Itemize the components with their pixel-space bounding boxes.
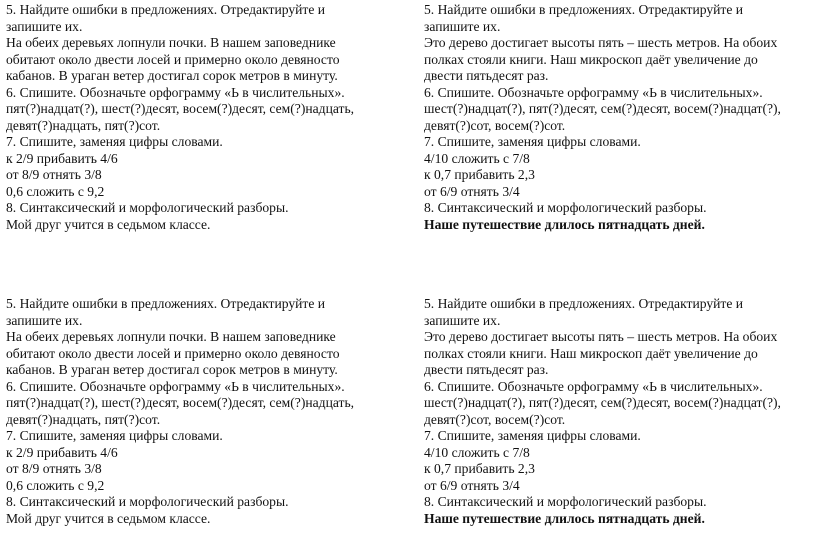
task-card-variant-1-top (6, 2, 354, 233)
task-6-text: девят(?)сот, восем(?)сот. (424, 411, 566, 427)
task-8-heading: 8. Синтаксический и морфологический разборы. (424, 494, 707, 509)
task-5-heading-cont: запишите их. (6, 312, 83, 328)
task-5-text: Это дерево достигает высоты пять – шесть метров. На обоих (424, 35, 778, 50)
task-card-variant-2-bottom (424, 296, 781, 527)
task-card-variant-2-top (424, 2, 781, 233)
task-7-item: к 0,7 прибавить 2,3 (424, 167, 535, 182)
task-5-text: двести пятьдесят раз. (424, 68, 549, 83)
task-5-text: кабанов. В ураган ветер достигал сорок метров в минуту. (6, 362, 338, 377)
task-5-text: полках стояли книги. Наш микроскоп даёт увеличение до (424, 51, 758, 67)
task-6-heading: 6. Спишите. Обозначьте орфограмму «Ь в числительных». (424, 84, 763, 100)
task-7-item: от 6/9 отнять 3/4 (424, 477, 520, 493)
task-6-text: девят(?)надцать, пят(?)сот. (6, 411, 161, 427)
task-6-text: шест(?)надцат(?), пят(?)десят, сем(?)десят, восем(?)надцат(?), (424, 101, 781, 116)
task-6-text: шест(?)надцат(?), пят(?)десят, сем(?)десят, восем(?)надцат(?), (424, 395, 781, 410)
task-7-item: к 0,7 прибавить 2,3 (424, 461, 535, 476)
task-7-heading: 7. Спишите, заменяя цифры словами. (6, 134, 223, 149)
task-5-heading-cont: запишите их. (424, 312, 501, 328)
task-card-variant-1-bottom (6, 296, 354, 527)
task-6-text: девят(?)сот, восем(?)сот. (424, 117, 566, 133)
task-6-text: девят(?)надцать, пят(?)сот. (6, 117, 161, 133)
task-5-heading: 5. Найдите ошибки в предложениях. Отредактируйте и (424, 296, 744, 311)
task-5-text: Это дерево достигает высоты пять – шесть метров. На обоих (424, 329, 778, 344)
task-5-text: На обеих деревьях лопнули почки. В нашем заповеднике (6, 329, 336, 344)
task-8-sentence: Мой друг учится в седьмом классе. (6, 216, 211, 232)
task-5-text: обитают около двести лосей и примерно около девяносто (6, 51, 340, 67)
task-8-heading: 8. Синтаксический и морфологический разборы. (6, 494, 289, 509)
task-7-item: 0,6 сложить с 9,2 (6, 477, 105, 493)
task-5-text: двести пятьдесят раз. (424, 362, 549, 377)
task-6-heading: 6. Спишите. Обозначьте орфограмму «Ь в числительных». (424, 378, 763, 394)
task-5-text: На обеих деревьях лопнули почки. В нашем заповеднике (6, 35, 336, 50)
task-6-heading: 6. Спишите. Обозначьте орфограмму «Ь в числительных». (6, 84, 345, 100)
task-7-item: 0,6 сложить с 9,2 (6, 183, 105, 199)
task-6-text: пят(?)надцат(?), шест(?)десят, восем(?)десят, сем(?)надцать, (6, 395, 355, 410)
task-6-text: пят(?)надцат(?), шест(?)десят, восем(?)десят, сем(?)надцать, (6, 101, 355, 116)
task-7-item: 4/10 сложить с 7/8 (424, 444, 530, 460)
task-7-item: к 2/9 прибавить 4/6 (6, 444, 118, 460)
task-8-heading: 8. Синтаксический и морфологический разборы. (6, 200, 289, 215)
task-7-heading: 7. Спишите, заменяя цифры словами. (424, 428, 641, 443)
task-7-item: 4/10 сложить с 7/8 (424, 150, 530, 166)
task-7-item: от 8/9 отнять 3/8 (6, 167, 102, 182)
task-6-heading: 6. Спишите. Обозначьте орфограмму «Ь в числительных». (6, 378, 345, 394)
task-7-item: от 8/9 отнять 3/8 (6, 461, 102, 476)
task-7-heading: 7. Спишите, заменяя цифры словами. (6, 428, 223, 443)
task-5-text: кабанов. В ураган ветер достигал сорок метров в минуту. (6, 68, 338, 83)
task-5-text: обитают около двести лосей и примерно около девяносто (6, 345, 340, 361)
task-5-heading: 5. Найдите ошибки в предложениях. Отредактируйте и (6, 2, 326, 17)
task-5-heading: 5. Найдите ошибки в предложениях. Отредактируйте и (424, 2, 744, 17)
task-5-heading-cont: запишите их. (6, 18, 83, 34)
task-5-heading-cont: запишите их. (424, 18, 501, 34)
task-7-item: к 2/9 прибавить 4/6 (6, 150, 118, 166)
task-5-heading: 5. Найдите ошибки в предложениях. Отредактируйте и (6, 296, 326, 311)
task-8-sentence: Мой друг учится в седьмом классе. (6, 510, 211, 526)
task-5-text: полках стояли книги. Наш микроскоп даёт увеличение до (424, 345, 758, 361)
task-8-heading: 8. Синтаксический и морфологический разборы. (424, 200, 707, 215)
task-8-sentence: Наше путешествие длилось пятнадцать дней. (424, 216, 705, 232)
task-7-item: от 6/9 отнять 3/4 (424, 183, 520, 199)
task-8-sentence: Наше путешествие длилось пятнадцать дней. (424, 510, 705, 526)
task-7-heading: 7. Спишите, заменяя цифры словами. (424, 134, 641, 149)
